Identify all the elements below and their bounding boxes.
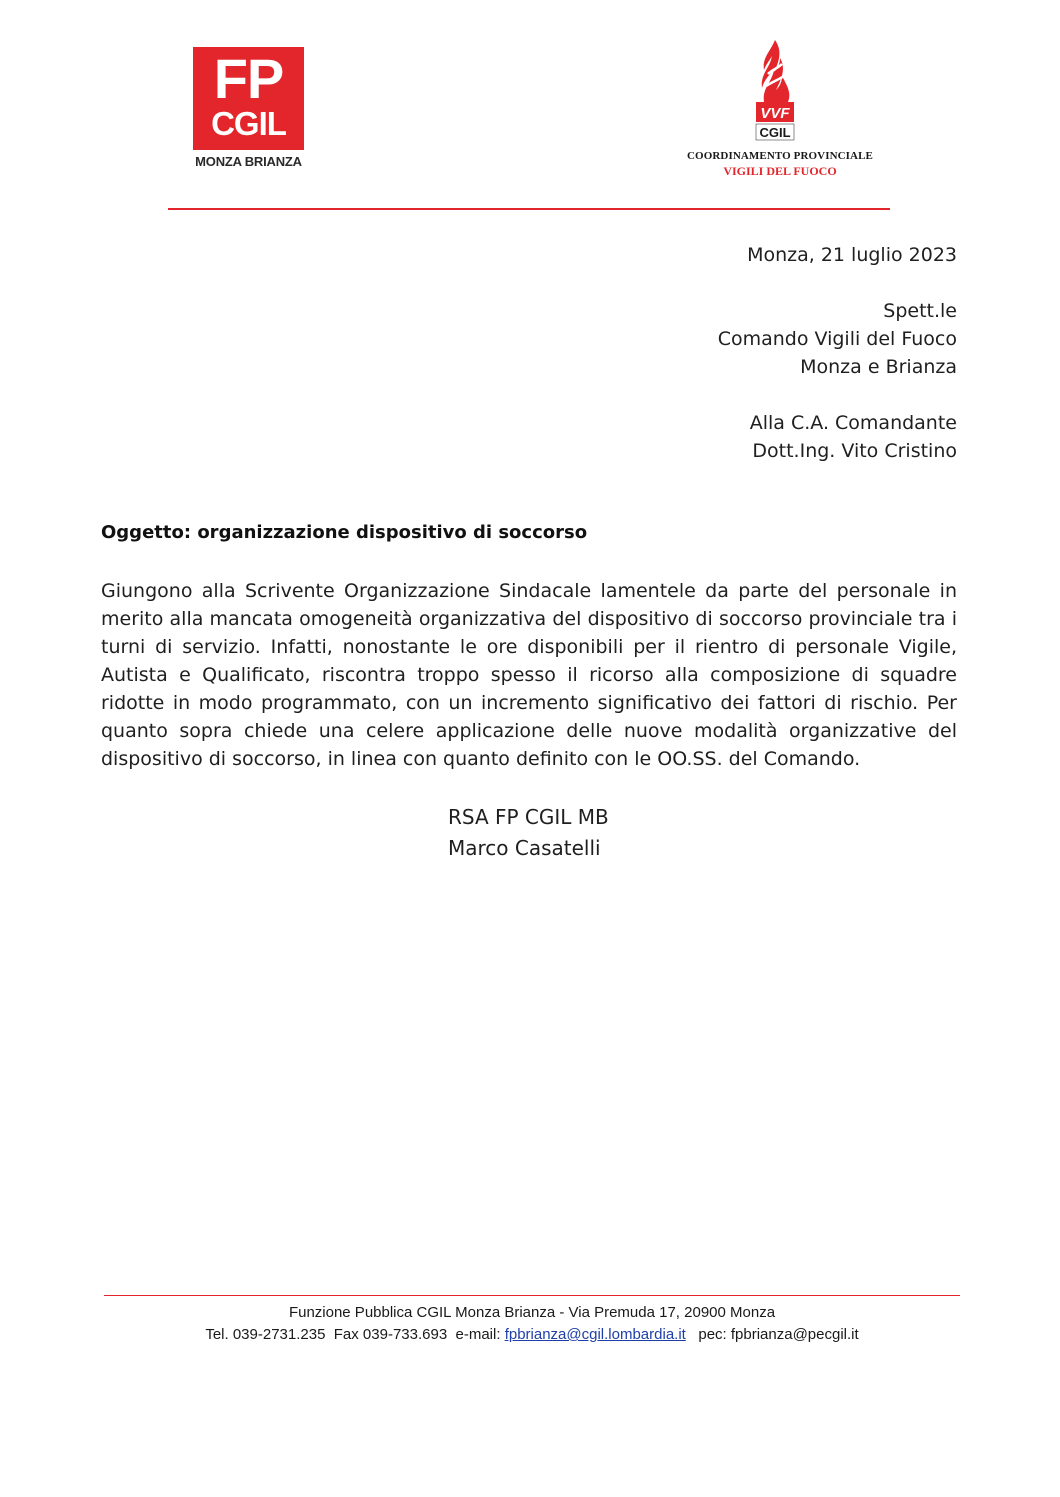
date-line: Monza, 21 luglio 2023: [747, 244, 957, 266]
signature-name: Marco Casatelli: [448, 836, 601, 860]
footer-divider: [104, 1295, 960, 1296]
footer-contacts: [104, 1326, 960, 1343]
letter-body: Giungono alla Scrivente Organizzazione Sindacale lamentele da parte del personale in merito alla mancata omogeneità organizzativa del dispositivo di soccorso provinciale tra i turni di servizio. Infatti, nonostante le ore disponibili per il rientro di personale Vigile, Autista e Qualificato, riscontra troppo spesso il ricorso alla composizione di squadre ridotte in modo programmato, con un incremento significativo dei fattori di rischio. Per quanto sopra chiede una celere applicazione delle nuove modalità organizzative del dispositivo di soccorso, in linea con quanto definito con le OO.SS. del Comando.: [101, 580, 957, 770]
svg-text:CGIL: CGIL: [759, 125, 791, 140]
footer-address: Funzione Pubblica CGIL Monza Brianza - Via Premuda 17, 20900 Monza: [288, 1304, 776, 1321]
coordinamento-label: COORDINAMENTO PROVINCIALE: [687, 150, 873, 162]
logo-subtitle: MONZA BRIANZA: [195, 154, 302, 169]
subject-line: Oggetto: organizzazione dispositivo di soccorso: [101, 522, 588, 543]
footer-email-link[interactable]: fpbrianza@cgil.lombardia.it: [504, 1326, 686, 1343]
signature-org: RSA FP CGIL MB: [448, 805, 609, 829]
attention-block: [750, 409, 957, 465]
recipient-line: Comando Vigili del Fuoco: [717, 328, 957, 350]
logo-fp-text: FP: [213, 47, 284, 110]
recipient-line: Monza e Brianza: [800, 356, 957, 378]
vvf-flame-emblem-icon: [752, 40, 798, 144]
footer-tel-fax: Tel. 039-2731.235 Fax 039-733.693 e-mail:: [205, 1326, 505, 1343]
svg-text:VVF: VVF: [760, 105, 790, 122]
logo-cgil-text: CGIL: [211, 105, 286, 142]
fp-cgil-logo: [193, 47, 304, 150]
recipient-block: [718, 297, 957, 381]
header-divider: [168, 208, 890, 210]
attention-line: Alla C.A. Comandante: [749, 412, 957, 434]
vigili-del-fuoco-label: VIGILI DEL FUOCO: [723, 164, 837, 178]
footer-pec: pec: fpbrianza@pecgil.it: [685, 1326, 859, 1343]
signature-block: [448, 802, 609, 864]
recipient-line: Spett.le: [883, 300, 957, 322]
attention-line: Dott.Ing. Vito Cristino: [752, 440, 957, 462]
